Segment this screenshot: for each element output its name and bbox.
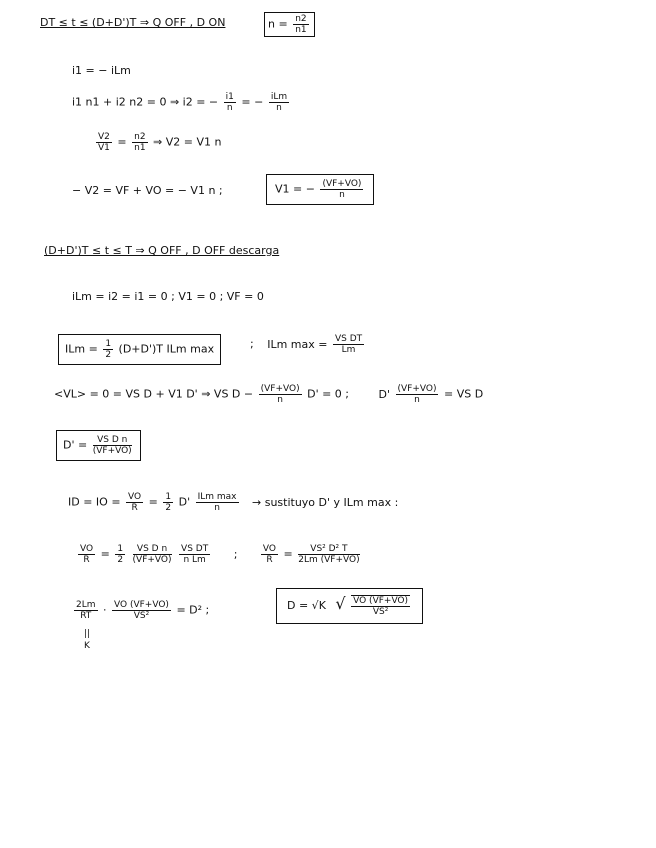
frac-num: VO [128,492,142,502]
ilmax-lhs: ILm max = [267,337,328,351]
e2-frac1 [74,600,98,621]
vl-average-line [54,384,483,405]
e2-frac2 [112,600,171,621]
d-result-fraction [351,595,410,617]
id-line [68,492,398,513]
case2-header [44,244,279,257]
turns-ratio-box [264,12,315,37]
id-frac3 [196,492,239,513]
case1-line3-eq: = [117,135,127,149]
frac-den: n [276,103,282,113]
e2-tail: = D² ; [176,603,210,617]
dprime-lhs: D' = [63,438,88,452]
frac-num: VS² D² T [298,544,359,555]
frac-num: (VF+VO) [260,384,300,394]
e1-frac2 [115,544,125,565]
v1-result-box [266,174,374,205]
frac-num: VS DT [181,544,209,554]
e1-frac1 [78,544,95,565]
vl-d: = VS D [443,387,484,401]
frac-num: (VF+VO) [322,179,362,189]
frac-den: n [339,190,345,200]
frac-num: ILm max [197,492,237,502]
case2-line1: iLm = i2 = i1 = 0 ; V1 = 0 ; VF = 0 [72,290,264,303]
ilmax-fraction [333,334,364,355]
frac-den: 2 [165,503,172,513]
frac-den: VS² [372,607,389,617]
frac-num: 1 [165,492,172,502]
frac-num: 1 [105,339,112,349]
frac-den: VS² [133,611,150,621]
frac-den: (VF+VO) [92,446,132,456]
case1-line3-frac2 [132,132,147,153]
case1-line4-a: − V2 = VF + VO = − V1 n ; [72,184,223,197]
frac-den: 2Lm (VF+VO) [298,555,360,565]
vl-b: D' = 0 ; [307,387,349,401]
frac-den: V1 [98,143,110,153]
frac-num: n2 [134,132,146,142]
frac-num: 2Lm [76,600,96,610]
ilm-box-tail: (D+D')T ILm max [118,342,215,356]
frac-num: (VF+VO) [397,384,437,394]
frac-den: 2 [117,555,124,565]
id-b: = [148,495,158,509]
frac-den: 2 [105,350,112,360]
case1-line2 [72,92,291,113]
frac-den: n [414,395,420,405]
case1-line2-mid: = − [241,95,264,109]
turns-ratio-fraction [293,14,308,35]
frac-num: VO (VF+VO) [353,596,409,606]
frac-den: n Lm [183,555,206,565]
v1-result-fraction [320,179,363,200]
case1-header [40,16,225,29]
case1-line3 [94,132,222,153]
frac-num: VO [80,544,94,554]
ilm-box-fraction [103,339,113,360]
frac-num: iLm [270,92,288,102]
vo-r-line [76,544,362,565]
ilmax-eq [250,334,366,355]
frac-num: VO (VF+VO) [114,600,169,610]
frac-num: V2 [98,132,110,142]
e2-dot: · [103,603,107,617]
ilm-box [58,334,221,365]
e1-frac5 [261,544,278,565]
e1-frac3 [133,544,172,565]
e1-eq2: = [283,547,293,561]
vl-c: D' [378,387,390,401]
vl-frac2 [396,384,439,405]
vl-a: <VL> = 0 = VS D + V1 D' ⇒ VS D − [54,387,254,401]
dprime-box [56,430,141,461]
case1-line3-frac1 [96,132,112,153]
frac-num: 1 [117,544,124,554]
dprime-fraction [93,435,132,456]
frac-den: RT [80,611,92,621]
frac-den: n [277,395,283,405]
frac-den: R [131,503,138,513]
frac-num: VS DT [334,334,363,344]
id-c: D' [178,495,191,509]
id-frac1 [126,492,143,513]
id-frac2 [163,492,173,513]
sqrt-icon: √ [335,594,346,613]
d-squared-line [72,600,209,621]
frac-den: n1 [134,143,146,153]
turns-ratio-lhs: n = [268,17,288,31]
ilm-box-lhs: ILm = [65,342,98,356]
vl-frac1 [259,384,302,405]
e1-semi: ; [233,547,238,561]
ilmax-semi: ; [250,337,254,351]
frac-den: (VF+VO) [132,555,172,565]
case1-header-text: DT ≤ t ≤ (D+D')T ⇒ Q OFF , D ON [40,16,226,29]
id-note: → sustituyo D' y ILm max : [252,495,399,509]
e1-frac4 [179,544,210,565]
frac-den: R [83,555,90,565]
turns-ratio-num: n2 [295,14,307,24]
case1-line1: i1 = − iLm [72,64,131,77]
frac-den: n [226,103,233,113]
case1-line2-a: i1 n1 + i2 n2 = 0 ⇒ i2 = − [72,95,219,109]
frac-den: n [214,503,220,513]
v1-result-lhs: V1 = − [275,182,315,196]
case1-line2-frac1 [224,92,236,113]
case1-line4 [72,184,223,197]
case2-header-text: (D+D')T ≤ t ≤ T ⇒ Q OFF , D OFF descarga [44,244,280,257]
e1-eq: = [100,547,110,561]
frac-den: R [266,555,273,565]
d-result-box [276,588,423,624]
case1-line2-frac2 [269,92,289,113]
case1-line3-tail: ⇒ V2 = V1 n [153,135,222,149]
frac-num: VO [262,544,277,554]
turns-ratio-den: n1 [295,25,307,35]
frac-den: Lm [341,345,356,355]
k-label: K [84,641,90,651]
id-a: ID = IO = [68,495,121,509]
d-result-lhs: D = √K [287,599,326,612]
frac-num: VS D n [133,544,172,555]
e1-frac6 [298,544,359,565]
frac-num: i1 [225,92,234,102]
frac-num: VS D n [93,435,132,446]
k-equal-mark: || [84,629,91,639]
